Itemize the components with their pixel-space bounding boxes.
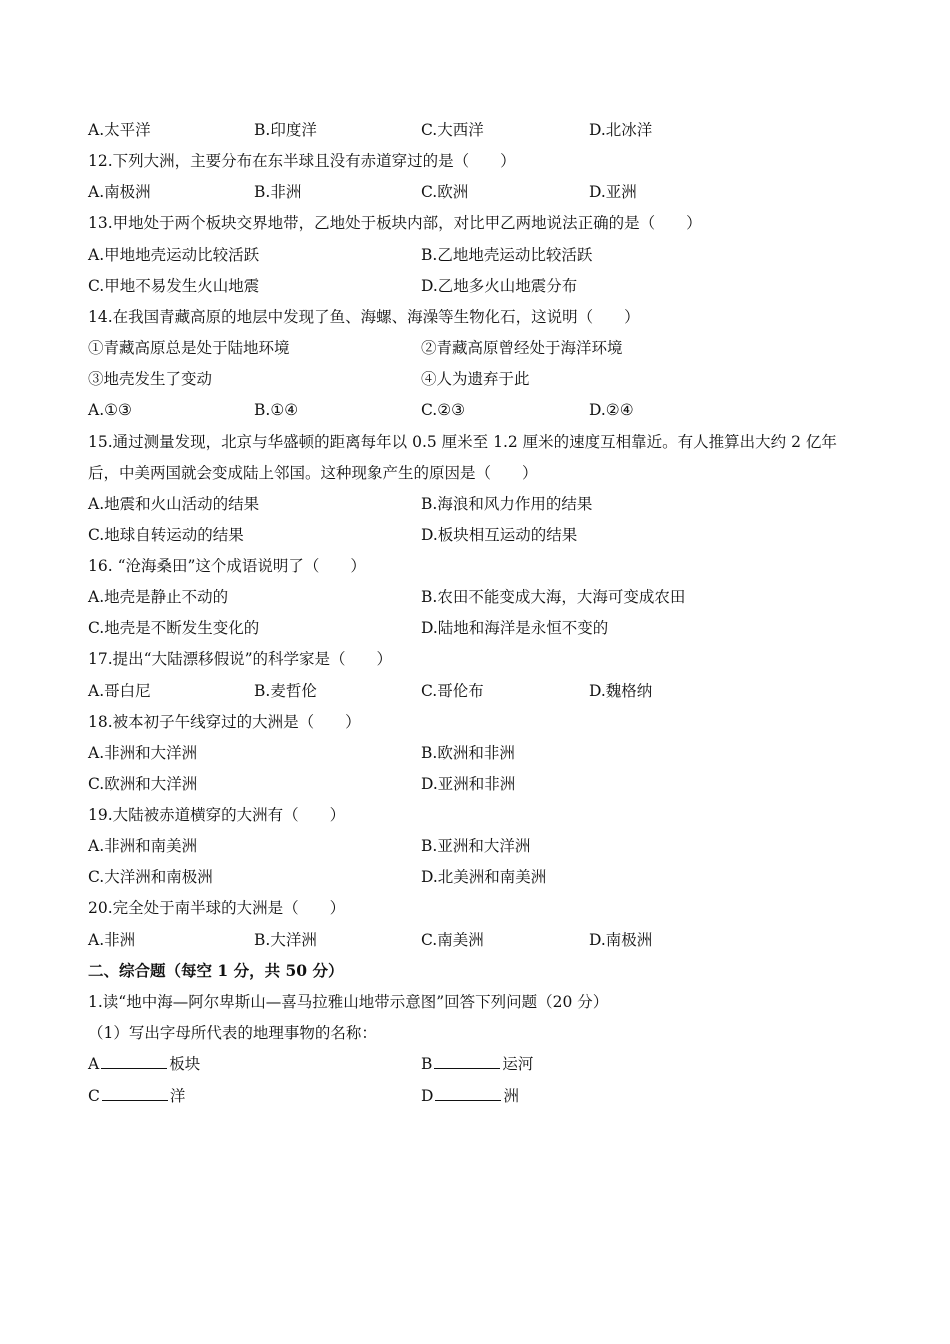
section2-heading: 二、综合题（每空 1 分，共 50 分） bbox=[88, 961, 344, 980]
blank-d bbox=[421, 1084, 519, 1108]
q19-option-d: D.北美洲和南美洲 bbox=[421, 868, 547, 886]
blank-d-suffix: 洲 bbox=[503, 1087, 519, 1105]
q16-stem: 16. “沧海桑田”这个成语说明了（ ） bbox=[88, 557, 366, 575]
blank-a-line[interactable] bbox=[101, 1052, 167, 1069]
q13-stem: 13.甲地处于两个板块交界地带，乙地处于板块内部，对比甲乙两地说法正确的是（ ） bbox=[88, 214, 702, 232]
q15-stem-line1: 15.通过测量发现，北京与华盛顿的距离每年以 0.5 厘米至 1.2 厘米的速度互相靠近。有人推算出大约 2 亿年 bbox=[88, 433, 837, 451]
blank-a-letter: A bbox=[88, 1055, 100, 1073]
blank-c bbox=[88, 1084, 185, 1108]
q15-stem-line2: 后，中美两国就会变成陆上邻国。这种现象产生的原因是（ ） bbox=[88, 464, 538, 482]
q20-option-d: D.南极洲 bbox=[589, 931, 653, 949]
blank-c-line[interactable] bbox=[102, 1084, 168, 1101]
q14-option-a: A.①③ bbox=[88, 401, 132, 419]
q16-option-a: A.地壳是静止不动的 bbox=[88, 588, 229, 606]
q19-option-a: A.非洲和南美洲 bbox=[88, 837, 198, 855]
blank-b-letter: B bbox=[421, 1055, 433, 1073]
q13-option-a: A.甲地地壳运动比较活跃 bbox=[88, 246, 260, 264]
q11-option-c: C.大西洋 bbox=[421, 121, 484, 139]
q19-stem: 19.大陆被赤道横穿的大洲有（ ） bbox=[88, 806, 346, 824]
q18-option-a: A.非洲和大洋洲 bbox=[88, 744, 198, 762]
blank-b-line[interactable] bbox=[434, 1052, 500, 1069]
q16-option-d: D.陆地和海洋是永恒不变的 bbox=[421, 619, 609, 637]
blank-d-letter: D bbox=[421, 1087, 434, 1105]
section2-q1-sub1: （1）写出字母所代表的地理事物的名称： bbox=[88, 1024, 377, 1042]
section2-q1-stem: 1.读“地中海—阿尔卑斯山—喜马拉雅山地带示意图”回答下列问题（20 分） bbox=[88, 993, 609, 1011]
q11-option-a: A.太平洋 bbox=[88, 121, 151, 139]
q13-option-c: C.甲地不易发生火山地震 bbox=[88, 277, 260, 295]
q19-option-b: B.亚洲和大洋洲 bbox=[421, 837, 531, 855]
q11-option-d: D.北冰洋 bbox=[589, 121, 653, 139]
q17-stem: 17.提出“大陆漂移假说”的科学家是（ ） bbox=[88, 650, 392, 668]
q19-option-c: C.大洋洲和南极洲 bbox=[88, 868, 213, 886]
q14-option-d: D.②④ bbox=[589, 401, 634, 419]
q15-option-a: A.地震和火山活动的结果 bbox=[88, 495, 260, 513]
q12-option-b: B.非洲 bbox=[254, 183, 302, 201]
blank-a-suffix: 板块 bbox=[169, 1055, 201, 1073]
q14-statement-3: ③地壳发生了变动 bbox=[88, 370, 213, 388]
q20-option-c: C.南美洲 bbox=[421, 931, 484, 949]
q14-stem: 14.在我国青藏高原的地层中发现了鱼、海螺、海澡等生物化石，这说明（ ） bbox=[88, 308, 640, 326]
q18-option-b: B.欧洲和非洲 bbox=[421, 744, 515, 762]
q17-option-c: C.哥伦布 bbox=[421, 682, 484, 700]
q17-option-d: D.魏格纳 bbox=[589, 682, 653, 700]
q12-stem: 12.下列大洲，主要分布在东半球且没有赤道穿过的是（ ） bbox=[88, 152, 516, 170]
q14-option-c: C.②③ bbox=[421, 401, 466, 419]
q16-option-c: C.地壳是不断发生变化的 bbox=[88, 619, 260, 637]
blank-d-line[interactable] bbox=[435, 1084, 501, 1101]
q17-option-b: B.麦哲伦 bbox=[254, 682, 317, 700]
blank-b-suffix: 运河 bbox=[502, 1055, 534, 1073]
q18-stem: 18.被本初子午线穿过的大洲是（ ） bbox=[88, 713, 361, 731]
q20-option-a: A.非洲 bbox=[88, 931, 136, 949]
q14-statement-4: ④人为遗弃于此 bbox=[421, 370, 530, 388]
q16-option-b: B.农田不能变成大海，大海可变成农田 bbox=[421, 588, 686, 606]
blank-c-suffix: 洋 bbox=[169, 1087, 186, 1105]
blank-a bbox=[88, 1052, 200, 1076]
q17-option-a: A.哥白尼 bbox=[88, 682, 151, 700]
blank-b bbox=[421, 1052, 533, 1076]
q15-option-c: C.地球自转运动的结果 bbox=[88, 526, 244, 544]
blank-c-letter: C bbox=[88, 1087, 100, 1105]
q18-option-c: C.欧洲和大洋洲 bbox=[88, 775, 198, 793]
q15-option-d: D.板块相互运动的结果 bbox=[421, 526, 578, 544]
q15-option-b: B.海浪和风力作用的结果 bbox=[421, 495, 593, 513]
q11-option-b: B.印度洋 bbox=[254, 121, 317, 139]
q13-option-d: D.乙地多火山地震分布 bbox=[421, 277, 578, 295]
q12-option-a: A.南极洲 bbox=[88, 183, 151, 201]
q14-option-b: B.①④ bbox=[254, 401, 299, 419]
q12-option-c: C.欧洲 bbox=[421, 183, 469, 201]
q18-option-d: D.亚洲和非洲 bbox=[421, 775, 516, 793]
q20-option-b: B.大洋洲 bbox=[254, 931, 317, 949]
q12-option-d: D.亚洲 bbox=[589, 183, 637, 201]
q14-statement-2: ②青藏高原曾经处于海洋环境 bbox=[421, 339, 623, 357]
q20-stem: 20.完全处于南半球的大洲是（ ） bbox=[88, 899, 346, 917]
q13-option-b: B.乙地地壳运动比较活跃 bbox=[421, 246, 593, 264]
q14-statement-1: ①青藏高原总是处于陆地环境 bbox=[88, 339, 290, 357]
